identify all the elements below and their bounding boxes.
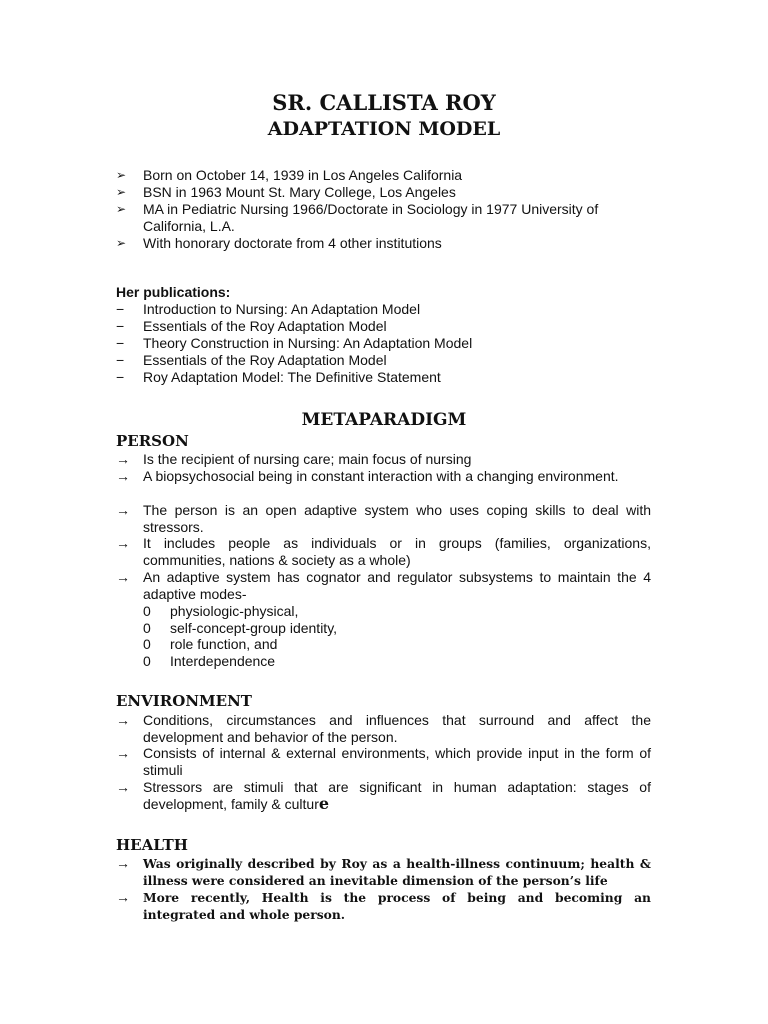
person-heading: PERSON [116, 432, 189, 450]
environment-heading: ENVIRONMENT [116, 692, 252, 710]
bio-item: ➢ Born on October 14, 1939 in Los Angeles California [116, 167, 463, 183]
person-item: → A biopsychosocial being in constant interaction with a changing environment. [116, 468, 619, 484]
adaptive-mode-item: 0 role function, and [143, 636, 278, 652]
arrow-icon: → [116, 468, 130, 484]
adaptive-mode-item: 0 self-concept-group identity, [143, 620, 338, 636]
bullet-icon: ➢ [116, 202, 127, 216]
bio-item: ➢ BSN in 1963 Mount St. Mary College, Los Angeles [116, 184, 456, 200]
publication-item: − Essentials of the Roy Adaptation Model [116, 318, 387, 334]
publications-heading: Her publications: [116, 284, 231, 300]
arrow-icon: → [116, 535, 130, 551]
publication-item: − Essentials of the Roy Adaptation Model [116, 352, 387, 368]
arrow-icon: → [116, 745, 130, 761]
arrow-icon: → [116, 502, 130, 518]
mode-marker: 0 [143, 620, 151, 636]
document-subtitle: ADAPTATION MODEL [267, 118, 501, 140]
dash-marker: − [116, 301, 125, 317]
publication-item: − Theory Construction in Nursing: An Adaptation Model [116, 335, 473, 351]
person-item: → An adaptive system has cognator and regulator subsystems to maintain the 4 adaptive modes- [116, 569, 651, 602]
health-item: → Was originally described by Roy as a health-illness continuum; health & illness were considered an inevitable dimension of the person’s life [116, 855, 651, 888]
arrow-icon: → [116, 712, 130, 728]
health-item: → More recently, Health is the process of being and becoming an integrated and whole person. [116, 889, 651, 922]
environment-item: → Consists of internal & external environments, which provide input in the form of stimuli [116, 745, 651, 778]
adaptive-mode-item: 0 physiologic-physical, [143, 603, 299, 619]
person-item: → Is the recipient of nursing care; main focus of nursing [116, 451, 472, 467]
publication-item: − Roy Adaptation Model: The Definitive Statement [116, 369, 441, 385]
bullet-icon: ➢ [116, 185, 127, 199]
mode-marker: 0 [143, 636, 151, 652]
arrow-icon: → [116, 889, 130, 905]
metaparadigm-heading: METAPARADIGM [301, 410, 467, 430]
environment-item: → Stressors are stimuli that are significant in human adaptation: stages of development, family & culture [116, 779, 651, 813]
document-title: SR. CALLISTA ROY [272, 90, 496, 115]
dash-marker: − [116, 335, 125, 351]
environment-item: → Conditions, circumstances and influences that surround and affect the development and behavior of the person. [116, 712, 651, 745]
mode-marker: 0 [143, 603, 151, 619]
arrow-icon: → [116, 451, 130, 467]
person-item: → The person is an open adaptive system who uses coping skills to deal with stressors. [116, 502, 651, 535]
health-heading: HEALTH [116, 836, 188, 854]
bullet-icon: ➢ [116, 168, 127, 182]
dash-marker: − [116, 318, 125, 334]
dash-marker: − [116, 369, 125, 385]
bio-item: ➢ MA in Pediatric Nursing 1966/Doctorate in Sociology in 1977 University of California, L.A. [116, 201, 599, 234]
publication-item: − Introduction to Nursing: An Adaptation Model [116, 301, 421, 317]
person-item: → It includes people as individuals or in groups (families, organizations, communities, nations & society as a whole) [116, 535, 651, 568]
adaptive-mode-item: 0 Interdependence [143, 653, 276, 669]
bio-item: ➢ With honorary doctorate from 4 other institutions [116, 235, 442, 251]
mode-marker: 0 [143, 653, 151, 669]
arrow-icon: → [116, 779, 130, 795]
arrow-icon: → [116, 855, 130, 871]
dash-marker: − [116, 352, 125, 368]
bullet-icon: ➢ [116, 236, 127, 250]
arrow-icon: → [116, 569, 130, 585]
